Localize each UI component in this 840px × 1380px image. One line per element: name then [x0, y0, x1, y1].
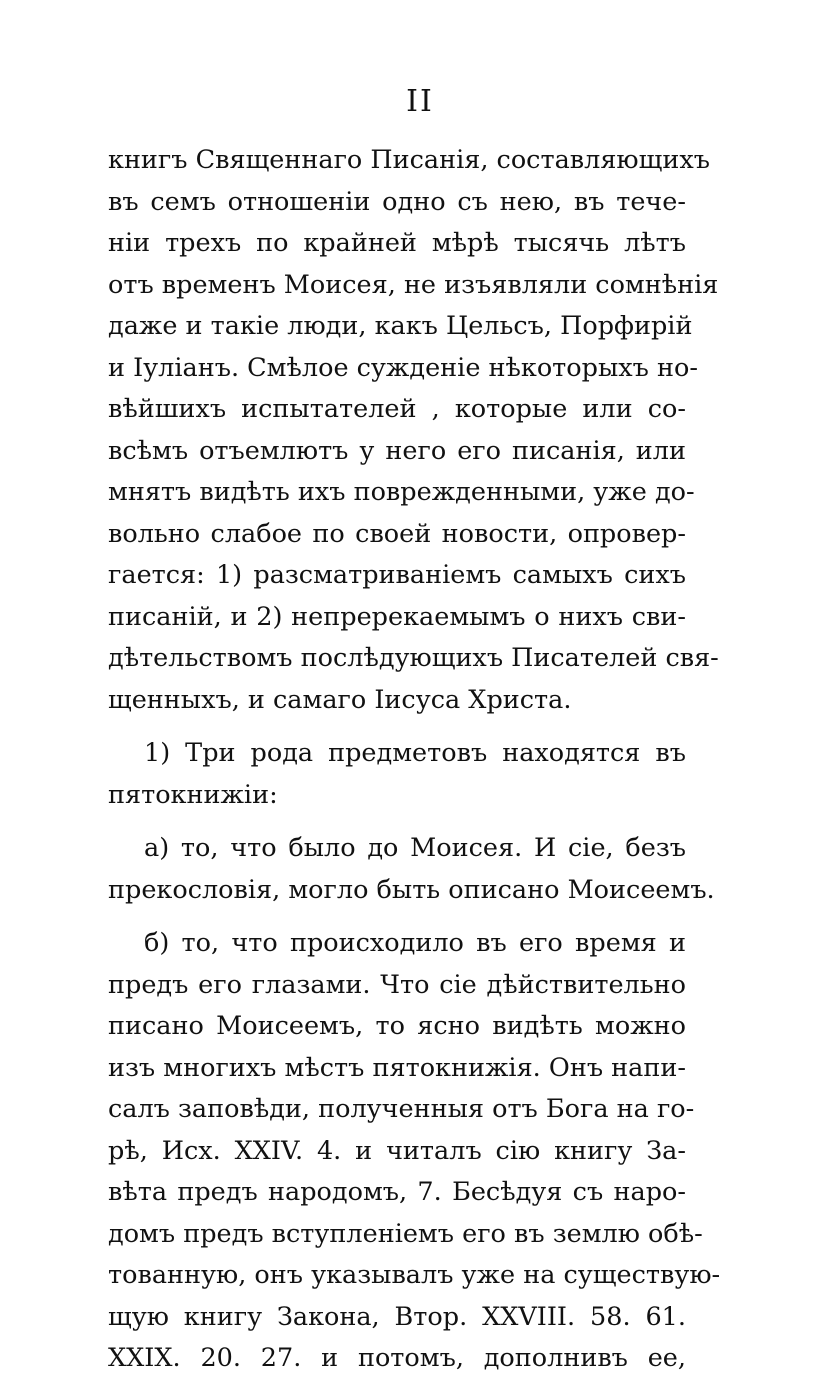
paragraph-gap: [108, 721, 686, 733]
text-line: 1) Три рода предметовъ находятся въ: [144, 738, 686, 768]
text-line: вѣта предъ народомъ, 7. Бесѣдуя съ наро-: [108, 1177, 686, 1207]
text-line: отъ временъ Моисея, не изъявляли сомнѣнія: [108, 269, 719, 300]
text-line: и Іуліанъ. Смѣлое сужденіе нѣкоторыхъ но-: [108, 352, 698, 383]
text-line: изъ многихъ мѣстъ пятокнижія. Онъ напи-: [108, 1052, 686, 1083]
text-line: пятокнижіи:: [108, 779, 278, 810]
text-line: ніи трехъ по крайней мѣрѣ тысячь лѣтъ: [108, 228, 686, 258]
text-line: книгъ Священнаго Писанія, составляющихъ: [108, 145, 710, 175]
text-line: предъ его глазами. Что сіе дѣйствительно: [108, 969, 686, 1000]
text-line: XXIX. 20. 27. и потомъ, дополнивъ ее,: [108, 1343, 686, 1373]
text-line: въ семъ отношеніи одно съ нею, въ тече-: [108, 186, 686, 217]
text-line: вѣйшихъ испытателей , которые или со-: [108, 394, 686, 424]
text-line: б) то, что происходило въ его время и: [144, 928, 686, 958]
text-line: мнятъ видѣть ихъ поврежденными, уже до-: [108, 477, 695, 507]
paragraph-gap: [108, 816, 686, 828]
text-line: щенныхъ, и самаго Іисуса Христа.: [108, 684, 572, 715]
text-line: писано Моисеемъ, то ясно видѣть можно: [108, 1011, 686, 1041]
paragraph: [108, 733, 686, 816]
text-line: дѣтельствомъ послѣдующихъ Писателей свя-: [108, 643, 719, 673]
page-number: II: [406, 84, 434, 119]
text-line: салъ заповѣди, полученныя отъ Бога на го-: [108, 1094, 695, 1124]
text-line: писаній, и 2) непререкаемымъ о нихъ сви-: [108, 601, 686, 632]
text-line: гается: 1) разсматриваніемъ самыхъ сихъ: [108, 560, 686, 590]
text-line: вольно слабое по своей новости, опровер-: [108, 518, 686, 549]
paragraph-gap: [108, 911, 686, 923]
text-line: а) то, что было до Моисея. И сіе, безъ: [144, 833, 686, 863]
text-line: домъ предъ вступленіемъ его въ землю обѣ-: [108, 1218, 703, 1249]
text-line: рѣ, Исх. XXIV. 4. и читалъ сію книгу За-: [108, 1135, 686, 1166]
paragraph: [108, 923, 721, 1380]
text-line: тованную, онъ указывалъ уже на существую-: [108, 1260, 721, 1290]
text-line: даже и такіе люди, какъ Цельсъ, Порфирій: [108, 311, 693, 341]
paragraph: [108, 828, 715, 911]
body-text: [108, 140, 721, 1380]
paragraph: [108, 140, 719, 721]
text-line: прекословія, могло быть описано Моисеемъ.: [108, 874, 715, 905]
text-line: всѣмъ отъемлютъ у него его писанія, или: [108, 435, 686, 466]
text-line: щую книгу Закона, Втор. XXVIII. 58. 61.: [108, 1301, 686, 1332]
